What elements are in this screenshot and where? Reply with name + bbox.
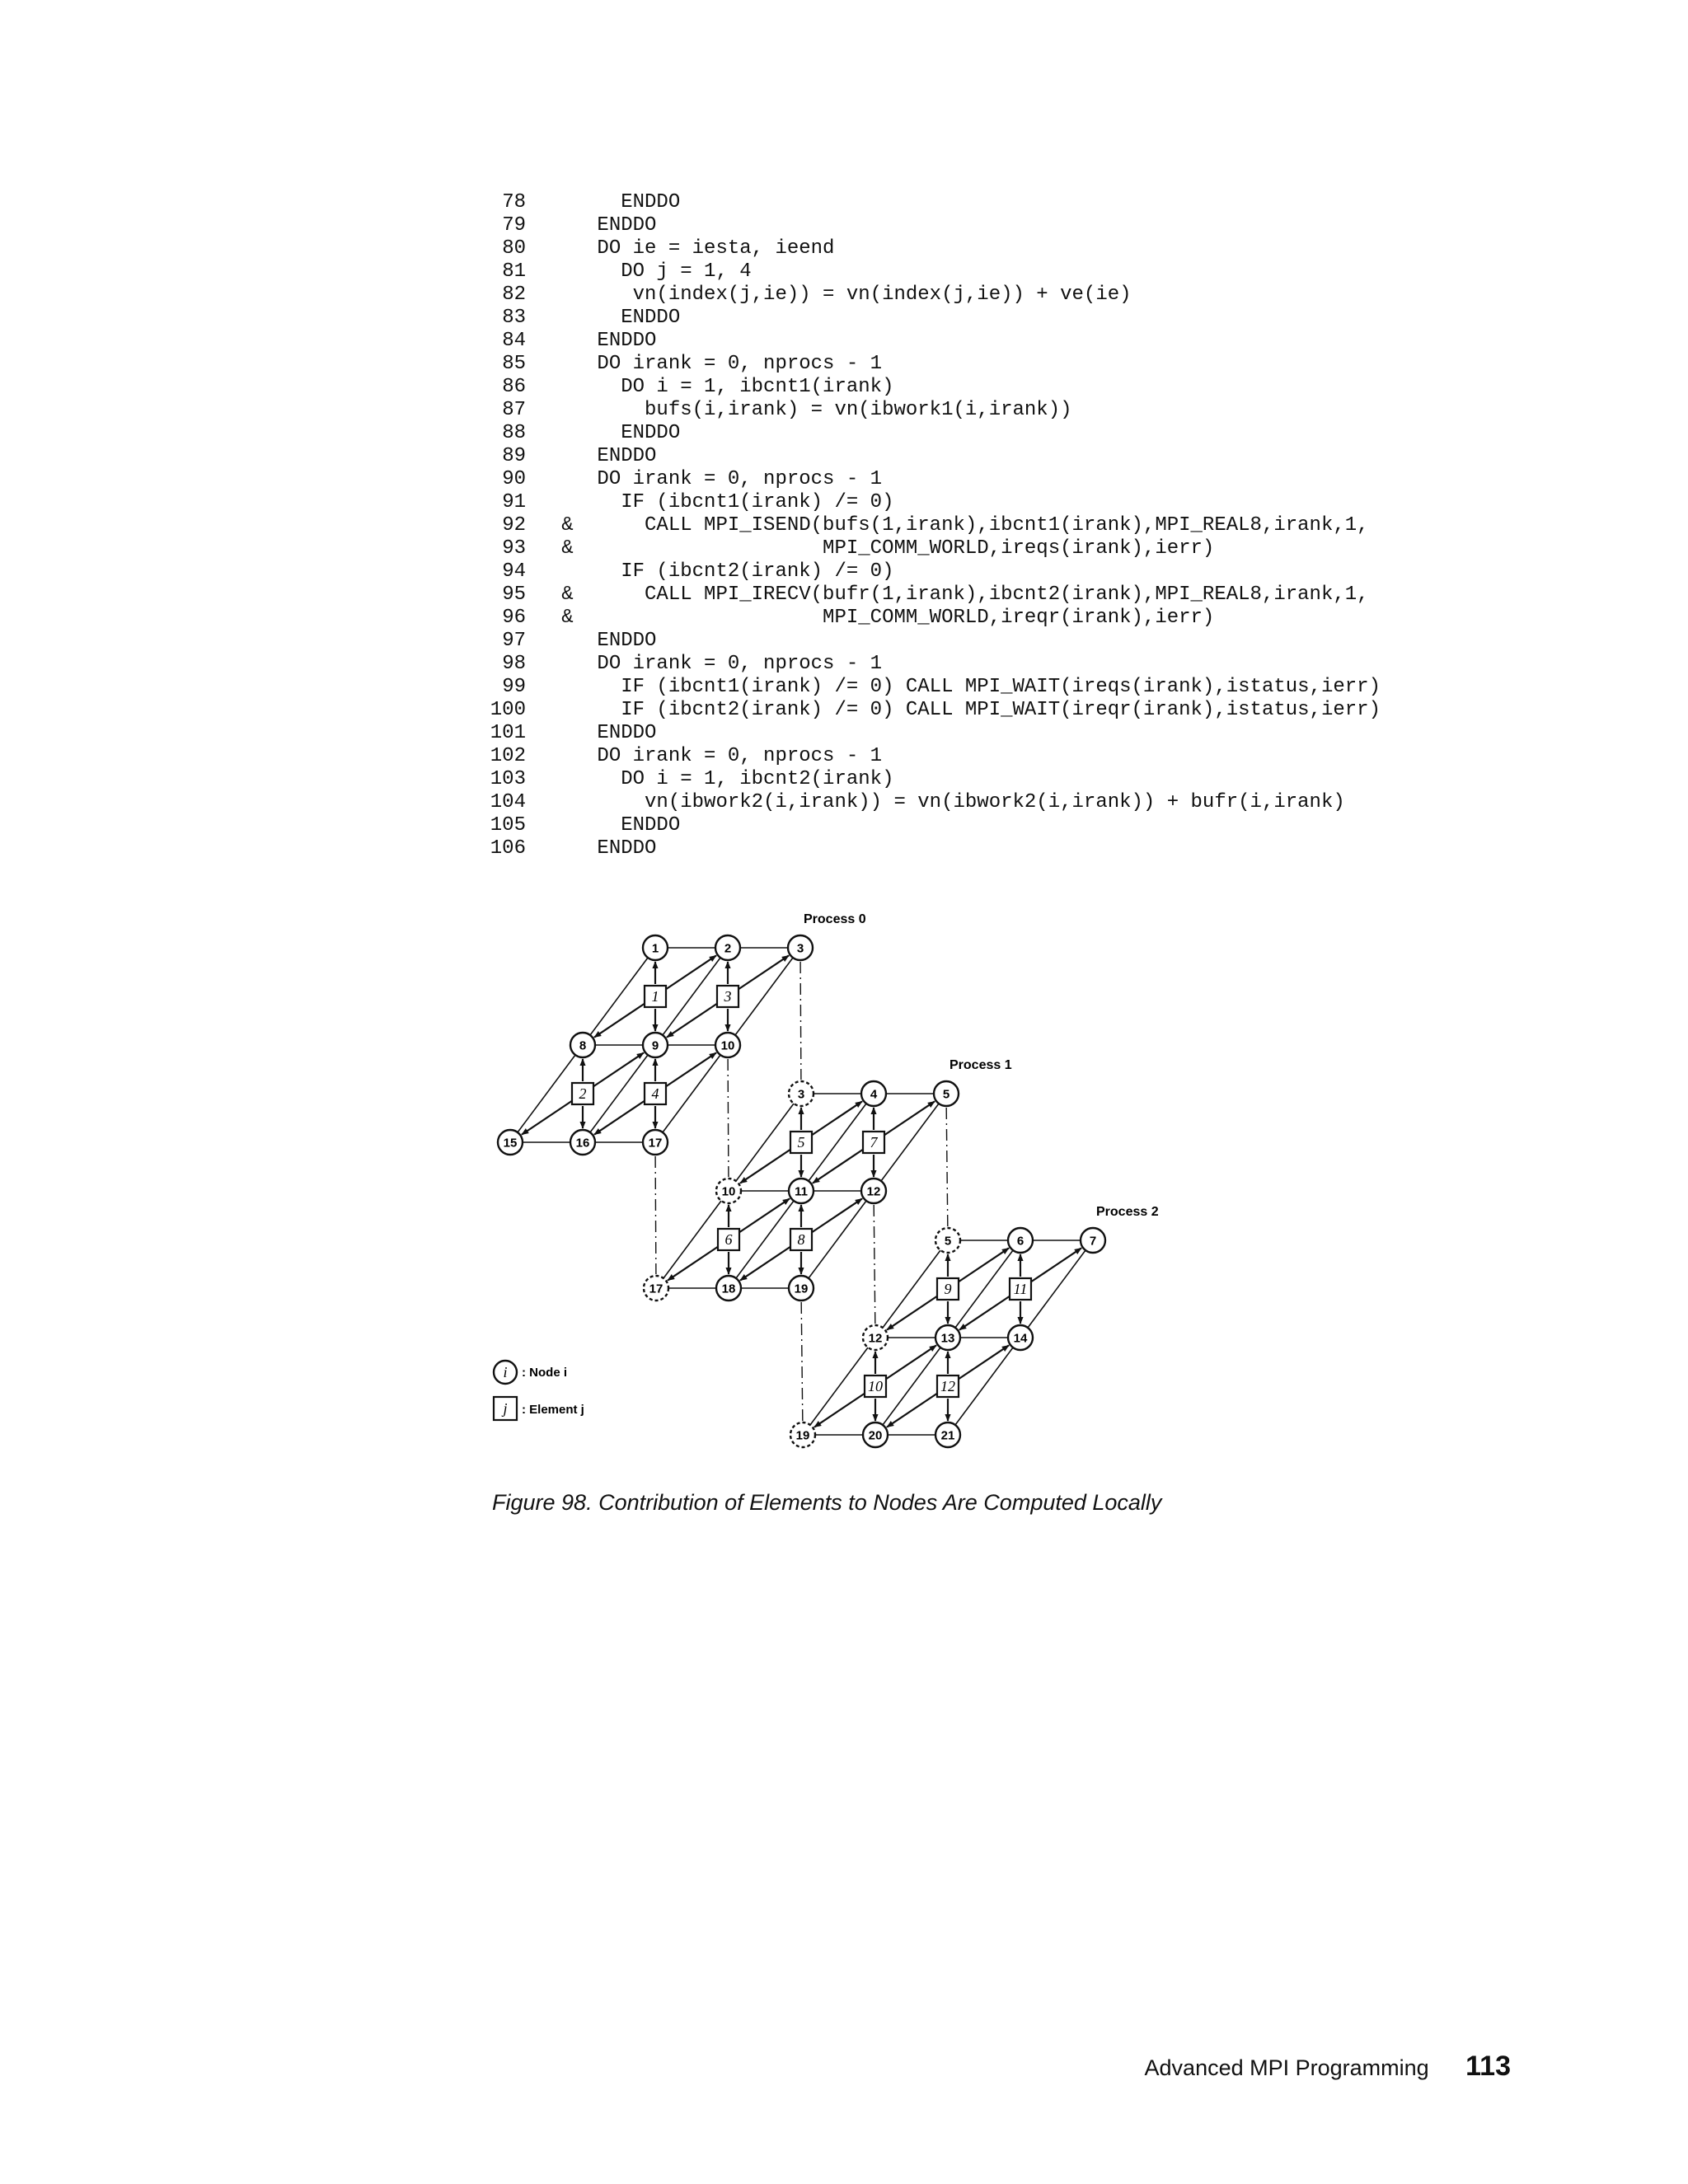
grid-edge <box>736 1201 794 1278</box>
line-number: 95 <box>502 583 526 606</box>
code-text: DO ie = iesta, ieend <box>526 237 835 260</box>
line-number: 100 <box>490 699 526 721</box>
code-text: DO irank = 0, nprocs - 1 <box>526 353 883 375</box>
code-line <box>478 676 1381 699</box>
code-text: ENDDO <box>526 445 657 467</box>
code-line <box>478 260 1381 284</box>
code-text: DO i = 1, ibcnt1(irank) <box>526 376 894 398</box>
code-text: ENDDO <box>526 307 681 329</box>
node <box>643 1130 668 1155</box>
ghost-node <box>790 1422 815 1447</box>
code-line <box>478 214 1381 237</box>
code-line <box>478 537 1381 560</box>
element-label: 1 <box>651 988 659 1005</box>
node <box>861 1081 886 1106</box>
element-box <box>865 1376 886 1397</box>
line-number: 102 <box>490 745 526 767</box>
grid-edge <box>881 1104 939 1181</box>
code-line <box>478 837 1381 860</box>
node <box>1008 1325 1033 1350</box>
element-label: 12 <box>940 1378 955 1394</box>
grid-edge <box>736 1104 794 1181</box>
line-number: 106 <box>490 837 526 860</box>
code-line <box>478 699 1381 722</box>
line-number: 98 <box>502 653 526 675</box>
ghost-node <box>789 1081 814 1106</box>
node-label: 4 <box>870 1087 878 1102</box>
code-line <box>478 514 1381 537</box>
element-box <box>790 1229 812 1250</box>
node <box>789 1179 814 1203</box>
line-number: 79 <box>502 214 526 237</box>
node-label: 1 <box>651 941 659 956</box>
code-line <box>478 745 1381 768</box>
code-listing <box>478 191 1381 860</box>
code-text: DO irank = 0, nprocs - 1 <box>526 653 883 675</box>
code-line <box>478 630 1381 653</box>
node <box>935 1422 960 1447</box>
node-element-diagram <box>486 911 1195 1471</box>
code-line <box>478 353 1381 376</box>
line-number: 80 <box>502 237 526 260</box>
element-label: 10 <box>868 1378 883 1394</box>
code-text: & CALL MPI_IRECV(bufr(1,irank),ibcnt2(irank),MPI_REAL8,irank,1, <box>526 583 1369 606</box>
element-box <box>645 986 666 1007</box>
code-text: ENDDO <box>526 722 657 744</box>
shared-node-connector <box>800 962 801 1080</box>
code-text: vn(ibwork2(i,irank)) = vn(ibwork2(i,irank)) + bufr(i,irank) <box>526 791 1345 813</box>
node-label: 8 <box>579 1038 587 1053</box>
node <box>715 935 740 960</box>
node-label: 17 <box>649 1282 663 1296</box>
grid-edge <box>883 1347 940 1425</box>
node-label: 3 <box>796 941 804 956</box>
element-box <box>937 1376 959 1397</box>
code-text: bufs(i,irank) = vn(ibwork1(i,irank)) <box>526 399 1072 421</box>
code-line <box>478 445 1381 468</box>
shared-node-connector <box>801 1302 803 1421</box>
code-text: DO j = 1, 4 <box>526 260 752 283</box>
grid-edge <box>809 1104 866 1181</box>
node <box>788 935 813 960</box>
node-label: 5 <box>942 1087 950 1102</box>
line-number: 91 <box>502 491 526 513</box>
grid-edge <box>883 1250 940 1328</box>
line-number: 101 <box>490 722 526 744</box>
node-label: 16 <box>575 1136 590 1151</box>
grid-edge <box>663 958 720 1035</box>
node <box>1008 1228 1033 1253</box>
element-label: 7 <box>870 1134 878 1151</box>
code-line <box>478 284 1381 307</box>
element-label: 2 <box>579 1085 587 1102</box>
line-number: 105 <box>490 814 526 837</box>
code-text: ENDDO <box>526 422 681 444</box>
node-label: 15 <box>503 1136 518 1151</box>
node <box>1081 1228 1105 1253</box>
node-label: 12 <box>866 1184 881 1199</box>
line-number: 99 <box>502 676 526 698</box>
line-number: 88 <box>502 422 526 444</box>
element-box <box>863 1132 884 1153</box>
line-number: 93 <box>502 537 526 560</box>
node <box>789 1276 814 1301</box>
code-text: IF (ibcnt1(irank) /= 0) CALL MPI_WAIT(ireqs(irank),istatus,ierr) <box>526 676 1381 698</box>
line-number: 104 <box>490 791 526 813</box>
node-label: 6 <box>1016 1234 1025 1249</box>
node-label: 3 <box>797 1087 805 1102</box>
code-line <box>478 560 1381 583</box>
code-line <box>478 399 1381 422</box>
ghost-node <box>644 1276 668 1301</box>
process-title: Process 2 <box>1096 1205 1159 1219</box>
legend-node-label: : Node i <box>522 1366 567 1380</box>
ghost-node <box>863 1325 888 1350</box>
line-number: 89 <box>502 445 526 467</box>
figure-caption: Figure 98. Contribution of Elements to Nodes Are Computed Locally <box>492 1490 1162 1515</box>
legend-node-symbol <box>494 1361 517 1384</box>
node-label: 20 <box>868 1428 883 1443</box>
element-label: 11 <box>1013 1281 1028 1297</box>
line-number: 97 <box>502 630 526 652</box>
node <box>934 1081 959 1106</box>
shared-node-connector <box>655 1156 656 1274</box>
line-number: 86 <box>502 376 526 398</box>
page-footer <box>1145 2050 1511 2083</box>
legend-element-label: : Element j <box>522 1403 584 1417</box>
element-label: 3 <box>724 988 732 1005</box>
code-text: vn(index(j,ie)) = vn(index(j,ie)) + ve(ie) <box>526 284 1132 306</box>
code-line <box>478 607 1381 630</box>
line-number: 96 <box>502 607 526 629</box>
line-number: 87 <box>502 399 526 421</box>
ghost-node <box>935 1228 960 1253</box>
line-number: 94 <box>502 560 526 583</box>
element-label: 8 <box>797 1231 805 1248</box>
node-label: 2 <box>724 941 732 956</box>
node-label: 13 <box>940 1331 955 1346</box>
node <box>861 1179 886 1203</box>
code-line <box>478 330 1381 353</box>
line-number: 92 <box>502 514 526 537</box>
legend-node-letter: i <box>503 1364 508 1380</box>
element-label: 9 <box>944 1281 952 1297</box>
node <box>643 1033 668 1057</box>
shared-node-connector <box>946 1108 948 1226</box>
node-label: 10 <box>720 1038 735 1053</box>
node-label: 19 <box>794 1282 809 1296</box>
code-text: & MPI_COMM_WORLD,ireqr(irank),ierr) <box>526 607 1215 629</box>
node-label: 12 <box>868 1331 883 1346</box>
legend-element-letter: j <box>503 1400 508 1417</box>
code-line <box>478 191 1381 214</box>
grid-edge <box>590 958 648 1035</box>
code-line <box>478 422 1381 445</box>
node-label: 18 <box>721 1282 736 1296</box>
line-number: 82 <box>502 284 526 306</box>
shared-node-connector <box>728 1059 729 1177</box>
code-line <box>478 237 1381 260</box>
code-text: IF (ibcnt2(irank) /= 0) CALL MPI_WAIT(ireqr(irank),istatus,ierr) <box>526 699 1381 721</box>
line-number: 81 <box>502 260 526 283</box>
code-line <box>478 722 1381 745</box>
node <box>498 1130 523 1155</box>
ghost-node <box>716 1179 741 1203</box>
element-box <box>717 986 738 1007</box>
process-title: Process 0 <box>804 912 866 926</box>
node <box>935 1325 960 1350</box>
grid-edge <box>735 958 793 1035</box>
element-box <box>645 1083 666 1104</box>
element-box <box>718 1229 739 1250</box>
footer-title: Advanced MPI Programming <box>1144 2055 1429 2080</box>
node <box>570 1130 595 1155</box>
node <box>643 935 668 960</box>
node-label: 7 <box>1089 1234 1097 1249</box>
node-label: 21 <box>940 1428 955 1443</box>
code-text: IF (ibcnt2(irank) /= 0) <box>526 560 894 583</box>
element-box <box>937 1278 959 1300</box>
code-line <box>478 791 1381 814</box>
node-label: 9 <box>651 1038 659 1053</box>
legend <box>494 1361 584 1420</box>
element-box <box>572 1083 593 1104</box>
code-text: ENDDO <box>526 191 681 213</box>
shared-node-connector <box>874 1205 875 1324</box>
line-number: 83 <box>502 307 526 329</box>
code-text: IF (ibcnt1(irank) /= 0) <box>526 491 894 513</box>
code-text: & MPI_COMM_WORLD,ireqs(irank),ierr) <box>526 537 1215 560</box>
element-label: 4 <box>651 1085 659 1102</box>
code-line <box>478 768 1381 791</box>
grid-edge <box>1028 1250 1085 1328</box>
node <box>863 1422 888 1447</box>
grid-edge <box>518 1055 575 1132</box>
code-text: ENDDO <box>526 837 657 860</box>
line-number: 78 <box>502 191 526 213</box>
node <box>570 1033 595 1057</box>
code-text: DO irank = 0, nprocs - 1 <box>526 745 883 767</box>
node-label: 17 <box>648 1136 663 1151</box>
line-number: 90 <box>502 468 526 490</box>
grid-edge <box>810 1347 868 1425</box>
grid-edge <box>663 1055 720 1132</box>
grid-edge <box>590 1055 648 1132</box>
code-line <box>478 307 1381 330</box>
code-line <box>478 583 1381 607</box>
node-label: 10 <box>721 1184 736 1199</box>
node-label: 19 <box>795 1428 810 1443</box>
node-label: 5 <box>944 1234 952 1249</box>
grid-edge <box>663 1201 721 1278</box>
code-line <box>478 653 1381 676</box>
code-text: DO irank = 0, nprocs - 1 <box>526 468 883 490</box>
element-label: 6 <box>724 1231 733 1248</box>
line-number: 103 <box>490 768 526 790</box>
grid-edge <box>809 1201 866 1278</box>
code-text: ENDDO <box>526 330 657 352</box>
element-box <box>1010 1278 1031 1300</box>
node-label: 14 <box>1013 1331 1028 1346</box>
code-text: ENDDO <box>526 814 681 837</box>
code-text: & CALL MPI_ISEND(bufs(1,irank),ibcnt1(irank),MPI_REAL8,irank,1, <box>526 514 1369 537</box>
element-box <box>790 1132 812 1153</box>
grid-edge <box>955 1347 1013 1425</box>
node <box>716 1276 741 1301</box>
node-label: 11 <box>795 1184 808 1199</box>
code-text: ENDDO <box>526 214 657 237</box>
legend-element-symbol <box>494 1397 517 1420</box>
node <box>715 1033 740 1057</box>
page-number: 113 <box>1465 2050 1511 2082</box>
code-line <box>478 814 1381 837</box>
code-line <box>478 468 1381 491</box>
line-number: 85 <box>502 353 526 375</box>
grid-edge <box>955 1250 1013 1328</box>
code-text: ENDDO <box>526 630 657 652</box>
process-title: Process 1 <box>950 1058 1012 1072</box>
code-text: DO i = 1, ibcnt2(irank) <box>526 768 894 790</box>
line-number: 84 <box>502 330 526 352</box>
element-label: 5 <box>797 1134 805 1151</box>
code-line <box>478 376 1381 399</box>
code-line <box>478 491 1381 514</box>
